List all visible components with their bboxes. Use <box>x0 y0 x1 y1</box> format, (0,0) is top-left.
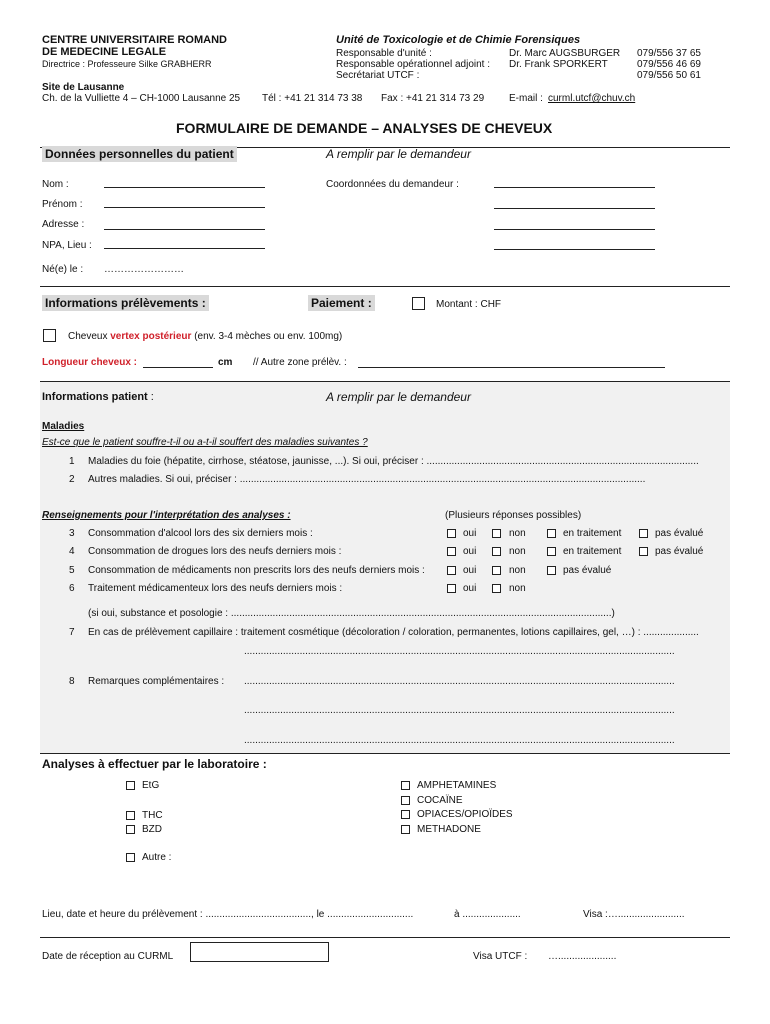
label-coordonnees: Coordonnées du demandeur : <box>326 179 459 190</box>
phone-3: 079/556 50 61 <box>637 70 701 81</box>
montant-checkbox[interactable] <box>412 297 425 310</box>
autre-zone-label: // Autre zone prélèv. : <box>253 357 347 368</box>
cm-unit: cm <box>218 357 233 368</box>
secr-label: Secrétariat UTCF : <box>336 70 420 81</box>
q6-non-checkbox[interactable] <box>492 584 501 593</box>
etg-label: EtG <box>142 780 160 791</box>
label-adresse: Adresse : <box>42 219 85 230</box>
field-nom[interactable] <box>104 187 265 188</box>
footer-divider <box>40 937 730 938</box>
q5-non-checkbox[interactable] <box>492 566 501 575</box>
resp-label: Responsable d'unité : <box>336 48 432 59</box>
q5-non-label: non <box>509 565 526 576</box>
q4-number: 4 <box>69 546 75 557</box>
q3-pas-evalue-label: pas évalué <box>655 528 704 539</box>
unit-title: Unité de Toxicologie et de Chimie Forensiques <box>336 34 581 46</box>
q8-dots-3[interactable]: ........................................................................................................................................................... <box>244 735 675 746</box>
patient-section-title: Données personnelles du patient <box>42 147 237 161</box>
q8-text: Remarques complémentaires : <box>88 676 225 687</box>
q6-oui-checkbox[interactable] <box>447 584 456 593</box>
field-coord-3[interactable] <box>494 229 655 230</box>
a-field[interactable]: à ..................... <box>454 909 521 920</box>
autre-checkbox[interactable] <box>126 853 135 862</box>
info-title: Informations patient : <box>42 391 154 403</box>
q4-oui-label: oui <box>463 546 477 557</box>
q7-dots[interactable]: ........................................................................................................................................................... <box>244 646 675 657</box>
q3-pas-evalue-checkbox[interactable] <box>639 529 648 538</box>
site-title: Site de Lausanne <box>42 82 125 93</box>
q1-number: 1 <box>69 456 75 467</box>
field-npa[interactable] <box>104 248 265 249</box>
field-prenom[interactable] <box>104 207 265 208</box>
q4-pas-evalue-label: pas évalué <box>655 546 704 557</box>
bzd-label: BZD <box>142 824 162 835</box>
org-name-line1: CENTRE UNIVERSITAIRE ROMAND <box>42 34 227 46</box>
q8-dots-2[interactable]: ........................................................................................................................................................... <box>244 705 675 716</box>
bzd-checkbox[interactable] <box>126 825 135 834</box>
montant-label: Montant : CHF <box>436 299 502 310</box>
q5-oui-checkbox[interactable] <box>447 566 456 575</box>
q7-number: 7 <box>69 627 75 638</box>
address: Ch. de la Vulliette 4 – CH-1000 Lausanne 25 <box>42 93 241 104</box>
q4-en-traitement-checkbox[interactable] <box>547 547 556 556</box>
info-fill-note: A remplir par le demandeur <box>326 390 471 404</box>
resp-op-name: Dr. Frank SPORKERT <box>509 59 608 70</box>
section-divider <box>40 381 730 382</box>
field-adresse[interactable] <box>104 229 265 230</box>
longueur-label: Longueur cheveux : <box>42 357 138 368</box>
q5-pas-evalue-label: pas évalué <box>563 565 612 576</box>
q3-number: 3 <box>69 528 75 539</box>
email-link[interactable]: curml.utcf@chuv.ch <box>548 93 636 104</box>
prelev-title: Informations prélèvements : <box>42 296 209 310</box>
q5-text: Consommation de médicaments non prescrits lors des neufs derniers mois : <box>88 565 425 576</box>
phone-2: 079/556 46 69 <box>637 59 701 70</box>
label-nom: Nom : <box>42 179 69 190</box>
q3-en-traitement-label: en traitement <box>563 528 622 539</box>
reception-label: Date de réception au CURML <box>42 951 174 962</box>
phone-1: 079/556 37 65 <box>637 48 701 59</box>
rens-heading: Renseignements pour l'interprétation des analyses : <box>42 510 291 521</box>
label-prenom: Prénom : <box>42 199 83 210</box>
q4-pas-evalue-checkbox[interactable] <box>639 547 648 556</box>
field-coord-1[interactable] <box>494 187 655 188</box>
q3-non-label: non <box>509 528 526 539</box>
resp-op-label: Responsable opérationnel adjoint : <box>336 59 490 70</box>
visa-field[interactable]: Visa :…........................ <box>583 909 685 920</box>
q6-oui-label: oui <box>463 583 477 594</box>
lieu-date-heure[interactable]: Lieu, date et heure du prélèvement : ......................................, le ............................... <box>42 909 414 920</box>
patient-fill-note: A remplir par le demandeur <box>326 147 471 161</box>
methadone-label: METHADONE <box>417 824 481 835</box>
cocaine-checkbox[interactable] <box>401 796 410 805</box>
q4-en-traitement-label: en traitement <box>563 546 622 557</box>
q5-pas-evalue-checkbox[interactable] <box>547 566 556 575</box>
reception-date-box[interactable] <box>190 942 329 962</box>
q3-oui-checkbox[interactable] <box>447 529 456 538</box>
si-oui-substance[interactable]: (si oui, substance et posologie : .........................................................................................................................................) <box>88 608 615 619</box>
q8-number: 8 <box>69 676 75 687</box>
q7-text[interactable]: En cas de prélèvement capillaire : traitement cosmétique (décoloration / coloration, permanentes, lotions capillaires, gel, …) : .................... <box>88 627 699 638</box>
q3-oui-label: oui <box>463 528 477 539</box>
thc-checkbox[interactable] <box>126 811 135 820</box>
maladies-heading: Maladies <box>42 421 85 432</box>
visa-utcf-label: Visa UTCF : <box>473 951 528 962</box>
q1-text[interactable]: Maladies du foie (hépatite, cirrhose, stéatose, jaunisse, ...). Si oui, préciser : .................................................................................................. <box>88 456 699 467</box>
payment-label: Paiement : <box>308 296 375 310</box>
q5-number: 5 <box>69 565 75 576</box>
q3-non-checkbox[interactable] <box>492 529 501 538</box>
thc-label: THC <box>142 810 163 821</box>
director: Directrice : Professeure Silke GRABHERR <box>42 59 212 69</box>
fax: Fax : +41 21 314 73 29 <box>381 93 485 104</box>
q3-text: Consommation d'alcool lors des six derniers mois : <box>88 528 313 539</box>
tel: Tél : +41 21 314 73 38 <box>262 93 363 104</box>
q6-number: 6 <box>69 583 75 594</box>
analyses-title: Analyses à effectuer par le laboratoire : <box>42 757 267 771</box>
q2-text[interactable]: Autres maladies. Si oui, préciser : .................................................................................................................................................. <box>88 474 646 485</box>
field-coord-2[interactable] <box>494 208 655 209</box>
cheveux-checkbox[interactable] <box>43 329 56 342</box>
q8-dots-1[interactable]: ........................................................................................................................................................... <box>244 676 675 687</box>
cheveux-label: Cheveux vertex postérieur (env. 3-4 mèches ou env. 100mg) <box>68 331 343 342</box>
q5-oui-label: oui <box>463 565 477 576</box>
opiaces-checkbox[interactable] <box>401 810 410 819</box>
field-coord-4[interactable] <box>494 249 655 250</box>
q3-en-traitement-checkbox[interactable] <box>547 529 556 538</box>
org-name-line2: DE MEDECINE LEGALE <box>42 46 167 58</box>
maladies-question: Est-ce que le patient souffre-t-il ou a-t-il souffert des maladies suivantes ? <box>42 437 368 448</box>
etg-checkbox[interactable] <box>126 781 135 790</box>
q6-non-label: non <box>509 583 526 594</box>
q6-text: Traitement médicamenteux lors des neufs derniers mois : <box>88 583 343 594</box>
resp-name: Dr. Marc AUGSBURGER <box>509 48 621 59</box>
q4-non-label: non <box>509 546 526 557</box>
opiaces-label: OPIACES/OPIOÏDES <box>417 809 513 820</box>
q4-non-checkbox[interactable] <box>492 547 501 556</box>
q4-oui-checkbox[interactable] <box>447 547 456 556</box>
field-longueur[interactable] <box>143 367 213 368</box>
amphetamines-checkbox[interactable] <box>401 781 410 790</box>
q2-number: 2 <box>69 474 75 485</box>
label-ne-le: Né(e) le : <box>42 264 84 275</box>
q4-text: Consommation de drogues lors des neufs derniers mois : <box>88 546 342 557</box>
methadone-checkbox[interactable] <box>401 825 410 834</box>
section-divider <box>40 286 730 287</box>
field-autre-zone[interactable] <box>358 367 665 368</box>
cocaine-label: COCAÏNE <box>417 795 463 806</box>
form-title: FORMULAIRE DE DEMANDE – ANALYSES DE CHEVEUX <box>176 120 553 136</box>
autre-label: Autre : <box>142 852 172 863</box>
label-npa: NPA, Lieu : <box>42 240 92 251</box>
plusieurs-note: (Plusieurs réponses possibles) <box>445 510 582 521</box>
visa-utcf-field[interactable]: …..................... <box>548 951 617 962</box>
email-label: E-mail : <box>509 93 543 104</box>
section-divider <box>40 753 730 754</box>
amphetamines-label: AMPHETAMINES <box>417 780 497 791</box>
field-ne-le[interactable]: …………………… <box>104 264 184 275</box>
